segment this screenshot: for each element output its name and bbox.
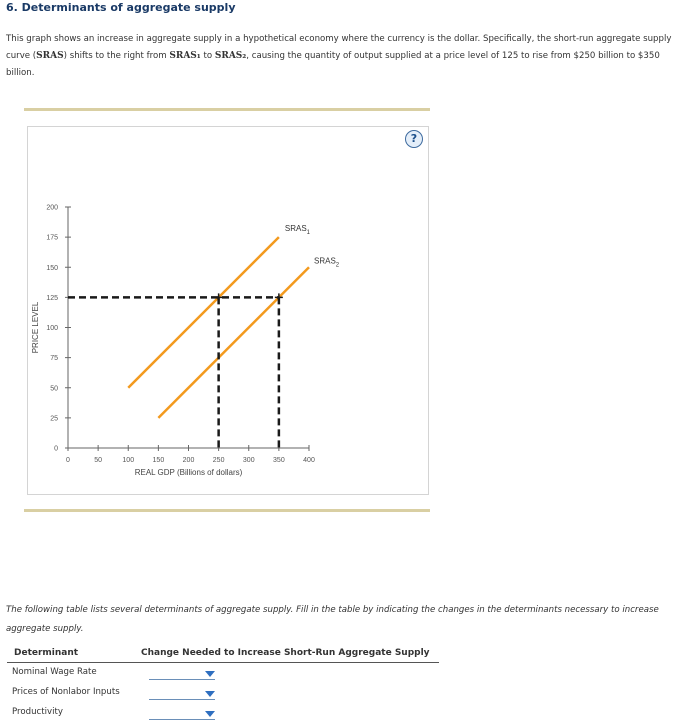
sras-label-1: $SRAS_1$ bbox=[284, 224, 311, 237]
sras-label-2: $SRAS_2$ bbox=[314, 256, 340, 269]
y-tick-label: 100 bbox=[46, 325, 58, 332]
determinants-table bbox=[7, 648, 439, 723]
sras-curve-2 bbox=[158, 267, 309, 418]
intro-sras: SRAS bbox=[36, 51, 64, 61]
intro-sras2: SRAS₂ bbox=[214, 51, 247, 61]
table-row bbox=[7, 703, 439, 723]
y-tick-label: 50 bbox=[50, 385, 58, 393]
table-header bbox=[7, 648, 439, 663]
intro-text-4: , causing the quantity of output supplied at a price level of 125 to rise from $250 billion to $350 billion. bbox=[6, 51, 660, 78]
y-tick-label: 175 bbox=[46, 234, 58, 242]
x-tick-label: 50 bbox=[94, 457, 103, 464]
change-dropdown-productivity[interactable] bbox=[149, 706, 215, 720]
intro-text-1: This graph shows an increase in aggregate supply in a hypothetical economy where the currency is the dollar. Specifically, the short-run aggregate supply curve ( bbox=[6, 34, 672, 61]
determinant-label: Nominal Wage Rate bbox=[12, 667, 97, 677]
determinant-label: Productivity bbox=[12, 707, 63, 717]
x-tick-label: 250 bbox=[212, 457, 225, 464]
y-tick-label: 75 bbox=[50, 355, 58, 363]
y-tick-label: 25 bbox=[50, 415, 58, 423]
help-button[interactable]: ? bbox=[405, 130, 423, 148]
x-tick-label: 350 bbox=[273, 457, 285, 464]
y-tick-label: 150 bbox=[46, 264, 58, 272]
chevron-down-icon bbox=[205, 671, 215, 677]
x-tick-label: 300 bbox=[242, 457, 255, 464]
intro-sras1: SRAS₁ bbox=[169, 51, 201, 61]
x-tick-label: 400 bbox=[303, 457, 315, 464]
x-tick-label: 0 bbox=[66, 457, 70, 464]
y-tick-label: 0 bbox=[54, 445, 58, 453]
x-tick-label: 150 bbox=[152, 457, 165, 464]
determinant-label: Prices of Nonlabor Inputs bbox=[12, 687, 120, 697]
sras-curve-1 bbox=[128, 237, 279, 388]
header-change: Change Needed to Increase Short-Run Aggregate Supply bbox=[141, 648, 430, 658]
y-axis-label: PRICE LEVEL bbox=[31, 301, 40, 354]
intro-text-3: to bbox=[200, 51, 215, 61]
x-tick-label: 200 bbox=[182, 457, 195, 464]
question-title: 6. Determinants of aggregate supply bbox=[6, 1, 236, 14]
y-tick-label: 125 bbox=[46, 294, 58, 302]
change-dropdown-nonlabor-inputs[interactable] bbox=[149, 686, 215, 700]
table-intro: The following table lists several determinants of aggregate supply. Fill in the table by indicating the changes in the determinants necessary to increase aggregate supply. bbox=[6, 605, 659, 634]
intro-text-2: ) shifts to the right from bbox=[63, 51, 170, 61]
x-tick-label: 100 bbox=[122, 457, 135, 464]
chevron-down-icon bbox=[205, 691, 215, 697]
y-tick-label: 200 bbox=[46, 204, 58, 212]
bottom-divider bbox=[24, 509, 430, 512]
table-row bbox=[7, 683, 439, 703]
chevron-down-icon bbox=[205, 711, 215, 717]
header-determinant: Determinant bbox=[14, 648, 79, 658]
table-row bbox=[7, 663, 439, 683]
x-axis-label: REAL GDP (Billions of dollars) bbox=[134, 468, 243, 477]
change-dropdown-nominal-wage[interactable] bbox=[149, 666, 215, 680]
